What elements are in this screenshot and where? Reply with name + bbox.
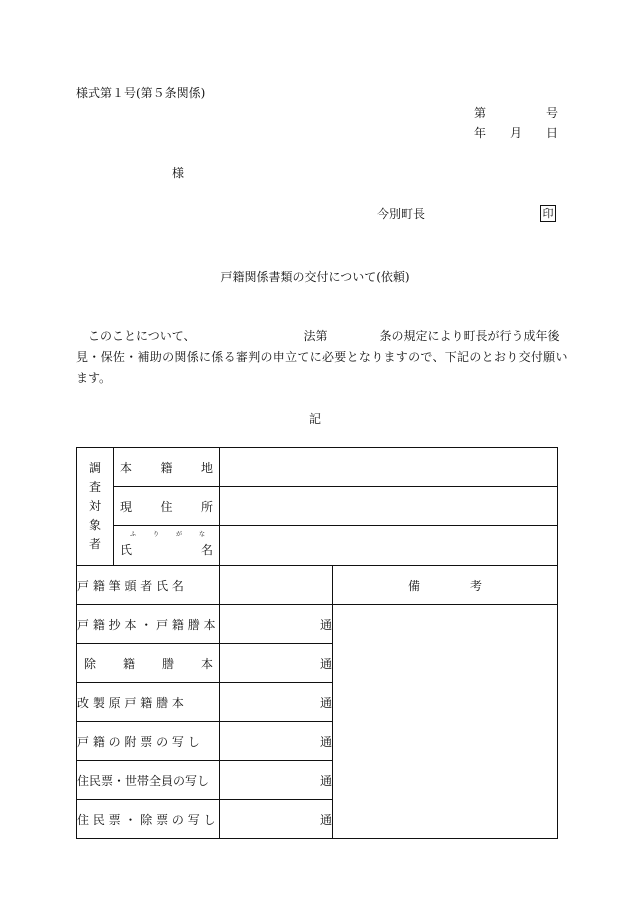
row-shimei — [77, 526, 558, 566]
date-day: 日 — [545, 126, 558, 140]
label-char: 住 — [160, 499, 173, 514]
label-shimei — [114, 526, 220, 566]
row-doc-1 — [77, 605, 558, 644]
input-shimei[interactable] — [220, 526, 558, 566]
input-genjusho[interactable] — [220, 487, 558, 526]
subject-char: 対 — [88, 499, 101, 513]
doc-char: 除 — [84, 656, 97, 671]
copies-cell[interactable]: 通 — [220, 800, 333, 839]
label-char: 所 — [200, 499, 213, 514]
doc-label: 住民票・世帯全員の写し — [77, 761, 220, 800]
row-honseki — [77, 448, 558, 487]
bikou-header — [333, 566, 558, 605]
body-paragraph — [76, 326, 568, 389]
label-char: 本 — [120, 460, 133, 475]
bikou-char: 考 — [470, 578, 483, 593]
body-line-1-part-1: このことについて、 — [88, 329, 196, 343]
doc-char: 本 — [200, 656, 213, 671]
issuer: 今別町長 — [377, 207, 426, 221]
label-honseki — [114, 448, 220, 487]
furigana-char: な — [198, 531, 205, 538]
copies-cell[interactable]: 通 — [220, 683, 333, 722]
subject-label — [77, 448, 114, 566]
label-char: 現 — [120, 499, 133, 514]
number-suffix: 号 — [545, 106, 558, 120]
row-hittousha — [77, 566, 558, 605]
doc-label: 戸 籍 抄 本 ・ 戸 籍 謄 本 — [77, 605, 220, 644]
date-line — [474, 124, 558, 141]
doc-char: 籍 — [122, 656, 135, 671]
label-char: 籍 — [160, 460, 173, 475]
date-year: 年 — [474, 126, 487, 140]
furigana-char: り — [152, 531, 159, 538]
addressee-suffix: 様 — [172, 166, 185, 180]
furigana-label — [130, 529, 205, 538]
date-month: 月 — [509, 126, 522, 140]
document-title: 戸籍関係書類の交付について(依頼) — [220, 270, 410, 284]
document-number-line — [474, 104, 558, 121]
subject-char: 調 — [88, 461, 101, 475]
subject-char: 象 — [88, 518, 101, 532]
furigana-char: ふ — [130, 531, 137, 538]
copies-cell[interactable]: 通 — [220, 761, 333, 800]
doc-label: 戸 籍 の 附 票 の 写 し — [77, 722, 220, 761]
subject-char: 者 — [88, 537, 101, 551]
body-line-3: ます。 — [76, 371, 112, 385]
copies-cell[interactable]: 通 — [220, 722, 333, 761]
furigana-char: が — [175, 531, 182, 538]
body-line-1-part-2: 法第 — [303, 329, 328, 343]
ki-heading: 記 — [308, 412, 321, 426]
remarks-area[interactable] — [333, 605, 558, 839]
subject-char: 査 — [88, 480, 101, 494]
seal-mark: 印 — [540, 205, 556, 222]
number-prefix: 第 — [474, 106, 487, 120]
copies-cell[interactable]: 通 — [220, 644, 333, 683]
doc-label — [77, 644, 220, 683]
label-char: 氏 — [120, 543, 133, 557]
input-honseki[interactable] — [220, 448, 558, 487]
label-genjusho — [114, 487, 220, 526]
label-hittousha: 戸 籍 筆 頭 者 氏 名 — [77, 566, 220, 605]
body-line-2: 見・保佐・補助の関係に係る審判の申立てに必要となりますので、下記のとおり交付願い — [76, 350, 568, 364]
request-table — [76, 447, 558, 839]
copies-cell[interactable]: 通 — [220, 605, 333, 644]
label-char: 名 — [200, 543, 213, 557]
doc-label: 改 製 原 戸 籍 謄 本 — [77, 683, 220, 722]
body-line-1 — [76, 326, 559, 347]
doc-label: 住 民 票 ・ 除 票 の 写 し — [77, 800, 220, 839]
form-number: 様式第１号(第５条関係) — [76, 86, 206, 100]
input-hittousha[interactable] — [220, 566, 333, 605]
doc-char: 謄 — [161, 656, 174, 671]
bikou-char: 備 — [407, 578, 420, 593]
row-genjusho — [77, 487, 558, 526]
label-char: 地 — [200, 460, 213, 475]
body-line-1-part-3: 条の規定により町長が行う成年後 — [379, 329, 560, 343]
